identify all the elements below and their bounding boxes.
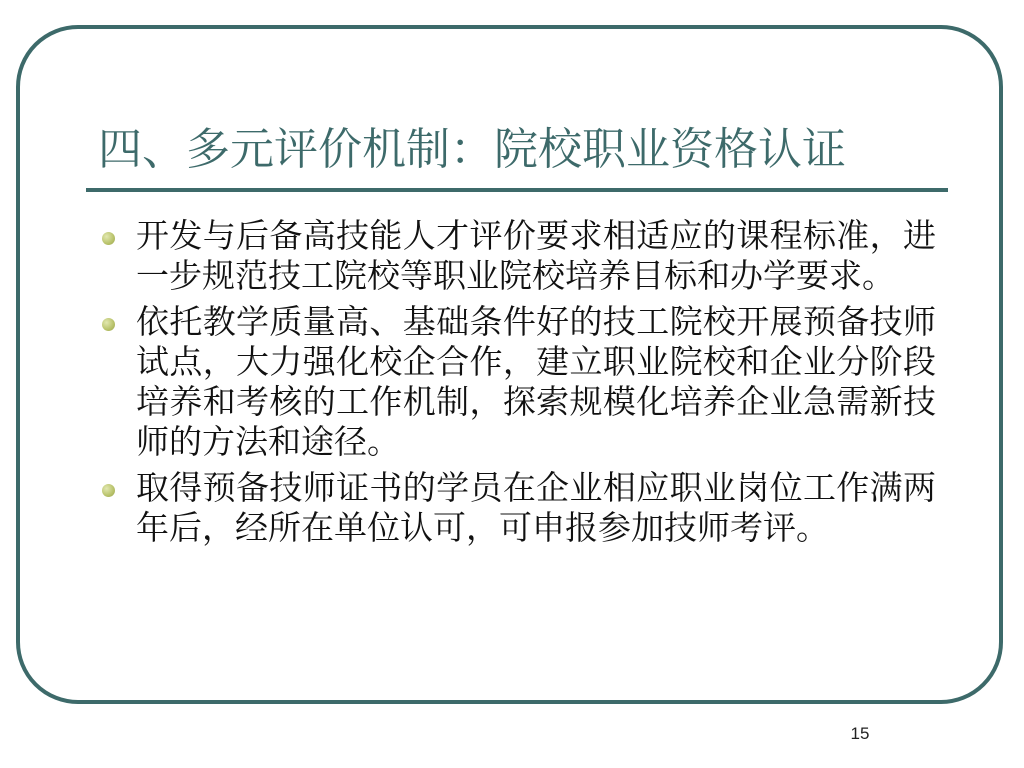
slide-title: 四、多元评价机制：院校职业资格认证 bbox=[98, 124, 846, 175]
bullet-list bbox=[98, 216, 936, 554]
bullet-dot-icon bbox=[102, 318, 115, 331]
page-number: 15 bbox=[850, 724, 870, 743]
bullet-item bbox=[98, 302, 936, 462]
bullet-text: 开发与后备高技能人才评价要求相适应的课程标准，进一步规范技工院校等职业院校培养目标和办学要求。 bbox=[136, 216, 936, 295]
bullet-item bbox=[98, 468, 936, 548]
bullet-dot-icon bbox=[102, 484, 115, 497]
title-underline bbox=[86, 188, 948, 192]
bullet-text: 依托教学质量高、基础条件好的技工院校开展预备技师试点，大力强化校企合作，建立职业院校和企业分阶段培养和考核的工作机制，探索规模化培养企业急需新技师的方法和途径。 bbox=[136, 302, 936, 461]
bullet-text: 取得预备技师证书的学员在企业相应职业岗位工作满两年后，经所在单位认可，可申报参加技师考评。 bbox=[136, 468, 936, 547]
bullet-item bbox=[98, 216, 936, 296]
bullet-dot-icon bbox=[102, 232, 115, 245]
